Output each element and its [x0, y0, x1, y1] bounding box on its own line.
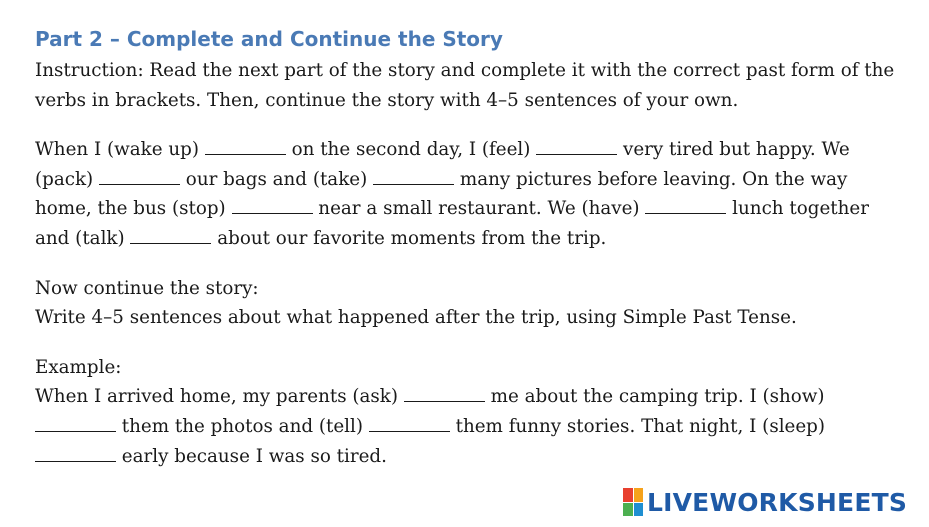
blank-talk[interactable]	[130, 229, 211, 244]
example-text: When I arrived home, my parents (ask)	[35, 386, 404, 408]
example-text: them funny stories. That night, I (sleep)	[449, 415, 826, 437]
example-label: Example:	[35, 356, 122, 378]
story-text: about our favorite moments from the trip.	[211, 227, 607, 249]
story-text: our bags and (take)	[180, 168, 374, 190]
story-text: When I (wake up)	[35, 139, 205, 161]
blank-ask[interactable]	[404, 387, 485, 402]
logo-mark-icon	[623, 488, 643, 516]
story-text: near a small restaurant. We (have)	[312, 198, 646, 220]
example-text: me about the camping trip. I (show)	[484, 386, 825, 408]
logo-text: LIVEWORKSHEETS	[647, 487, 908, 517]
example-paragraph	[35, 353, 905, 471]
blank-stop[interactable]	[232, 199, 313, 214]
story-text: very tired but happy. We	[617, 139, 850, 161]
story-text: many pictures before leaving. On the way	[454, 168, 848, 190]
blank-pack[interactable]	[99, 170, 180, 185]
liveworksheets-logo	[623, 487, 907, 517]
story-text: on the second day, I (feel)	[285, 139, 537, 161]
instruction-line: Instruction: Read the next part of the story and complete it with the correct past form of the	[35, 60, 895, 81]
story-text: and (talk)	[35, 227, 131, 249]
section-heading: Part 2 – Complete and Continue the Story	[35, 27, 503, 51]
blank-wake-up[interactable]	[205, 140, 286, 155]
blank-feel[interactable]	[536, 140, 617, 155]
story-text: (pack)	[35, 168, 99, 190]
story-text: home, the bus (stop)	[35, 198, 232, 220]
continue-instruction: Write 4–5 sentences about what happened after the trip, using Simple Past Tense.	[35, 307, 797, 329]
blank-tell[interactable]	[369, 417, 450, 432]
story-text: lunch together	[726, 198, 869, 220]
blank-show[interactable]	[35, 417, 116, 432]
instruction-line: verbs in brackets. Then, continue the story with 4–5 sentences of your own.	[35, 89, 739, 111]
continue-prompt: Now continue the story:	[35, 277, 259, 299]
blank-sleep[interactable]	[35, 447, 116, 462]
story-paragraph	[35, 135, 905, 253]
example-text: early because I was so tired.	[116, 445, 387, 467]
blank-take[interactable]	[373, 170, 454, 185]
blank-have[interactable]	[645, 199, 726, 214]
worksheet	[35, 24, 905, 471]
instruction-text	[35, 56, 905, 115]
continue-paragraph	[35, 274, 905, 333]
example-text: them the photos and (tell)	[116, 415, 369, 437]
